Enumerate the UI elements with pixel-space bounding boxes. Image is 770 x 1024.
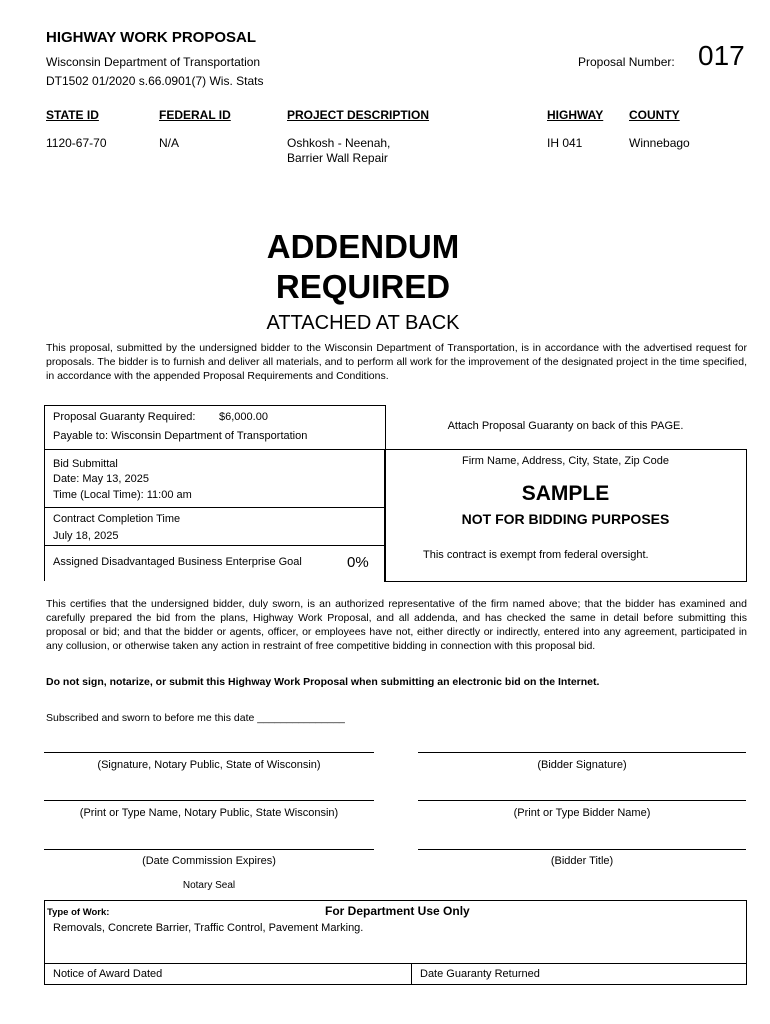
subscribed-line: Subscribed and sworn to before me this date _______________: [46, 712, 345, 724]
not-for-bidding-label: NOT FOR BIDDING PURPOSES: [461, 511, 670, 527]
bid-time: Time (Local Time): 11:00 am: [53, 489, 192, 501]
guaranty-amount: $6,000.00: [219, 411, 268, 423]
notice-of-award-label: Notice of Award Dated: [53, 968, 163, 980]
guaranty-section: [45, 406, 385, 450]
federal-id-value: N/A: [159, 136, 180, 150]
county-value: Winnebago: [629, 136, 690, 150]
firm-label: Firm Name, Address, City, State, Zip Code: [461, 455, 670, 467]
addendum-heading: ADDENDUM: [266, 228, 460, 265]
department-use-bottom-row: [45, 963, 746, 984]
firm-info-box: [384, 449, 747, 582]
notary-name-caption: (Print or Type Name, Notary Public, State Wisconsin): [79, 807, 339, 819]
attach-guaranty-note: Attach Proposal Guaranty on back of this PAGE.: [447, 420, 684, 432]
description-line-1: Oshkosh - Neenah,: [287, 136, 391, 150]
completion-label: Contract Completion Time: [53, 513, 181, 525]
state-id-header: STATE ID: [46, 108, 99, 122]
highway-header: HIGHWAY: [547, 108, 604, 122]
commission-expires-line: [44, 849, 374, 850]
commission-expires-caption: (Date Commission Expires): [142, 855, 276, 867]
notary-signature-line: [44, 752, 374, 753]
proposal-info-box: [44, 405, 746, 581]
bidder-title-caption: (Bidder Title): [550, 855, 614, 867]
notary-signature-caption: (Signature, Notary Public, State of Wisconsin): [97, 759, 321, 771]
completion-section: [45, 508, 385, 546]
bidder-signature-caption: (Bidder Signature): [537, 759, 627, 771]
bid-submittal-section: [45, 450, 385, 508]
description-line-2: Barrier Wall Repair: [287, 151, 388, 165]
dbe-value: 0%: [347, 554, 369, 571]
exempt-note: This contract is exempt from federal oversight.: [423, 549, 649, 561]
left-info-box: [44, 405, 386, 581]
proposal-number-label: Proposal Number:: [578, 55, 675, 69]
project-description-header: PROJECT DESCRIPTION: [287, 108, 430, 122]
payable-to: Payable to: Wisconsin Department of Transportation: [53, 430, 308, 442]
bidder-title-line: [418, 849, 746, 850]
county-header: COUNTY: [629, 108, 680, 122]
federal-id-header: FEDERAL ID: [159, 108, 231, 122]
required-heading: REQUIRED: [275, 268, 451, 305]
form-title: HIGHWAY WORK PROPOSAL: [46, 29, 257, 46]
department-use-heading: For Department Use Only: [325, 904, 470, 918]
bid-submittal-label: Bid Submittal: [53, 458, 118, 470]
bidder-name-caption: (Print or Type Bidder Name): [513, 807, 651, 819]
notary-seal-label: Notary Seal: [182, 880, 236, 891]
notary-name-line: [44, 800, 374, 801]
date-guaranty-returned-label: Date Guaranty Returned: [420, 968, 540, 980]
type-of-work-value: Removals, Concrete Barrier, Traffic Control, Pavement Marking.: [53, 922, 364, 934]
dbe-section: [45, 546, 385, 581]
state-id-value: 1120-67-70: [46, 136, 107, 150]
sample-label: SAMPLE: [521, 482, 610, 505]
highway-value: IH 041: [547, 136, 583, 150]
department-name: Wisconsin Department of Transportation: [46, 55, 261, 69]
department-use-box: [44, 900, 747, 985]
bidder-signature-line: [418, 752, 746, 753]
bid-date: Date: May 13, 2025: [53, 473, 150, 485]
dbe-label: Assigned Disadvantaged Business Enterprise Goal: [53, 556, 302, 568]
intro-paragraph: This proposal, submitted by the undersigned bidder to the Wisconsin Department of Transportation, is in accordance with the advertised request for proposals. The bidder is to furnish and deliver all materials, and to perform all work for the improvement of the designated project in the time specified, in accordance with the appended Proposal Requirements and Conditions.: [46, 342, 747, 382]
completion-date: July 18, 2025: [53, 530, 119, 542]
proposal-number: 017: [698, 40, 745, 71]
certification-paragraph: This certifies that the undersigned bidder, duly sworn, is an authorized representative of the firm named above; that the bidder has examined and carefully prepared the bid from the plans, Highway Work Proposal, and all addenda, and has checked the same in detail before submitting this proposal or bid; and that the bidder or agents, officer, or employees have not, either directly or indirectly, entered into any agreement, participated in any collusion, or otherwise taken any action in restraint of free competitive bidding in connection with this proposal bid.: [46, 598, 747, 652]
form-id: DT1502 01/2020 s.66.0901(7) Wis. Stats: [46, 74, 264, 88]
attached-at-back: ATTACHED AT BACK: [266, 312, 460, 334]
bidder-name-line: [418, 800, 746, 801]
guaranty-label: Proposal Guaranty Required:: [53, 411, 196, 423]
type-of-work-label: Type of Work:: [47, 907, 110, 918]
do-not-sign-warning: Do not sign, notarize, or submit this Highway Work Proposal when submitting an electronic bid on the Internet.: [46, 676, 600, 688]
project-description-value: [287, 136, 390, 166]
bottom-row-divider: [411, 964, 412, 984]
